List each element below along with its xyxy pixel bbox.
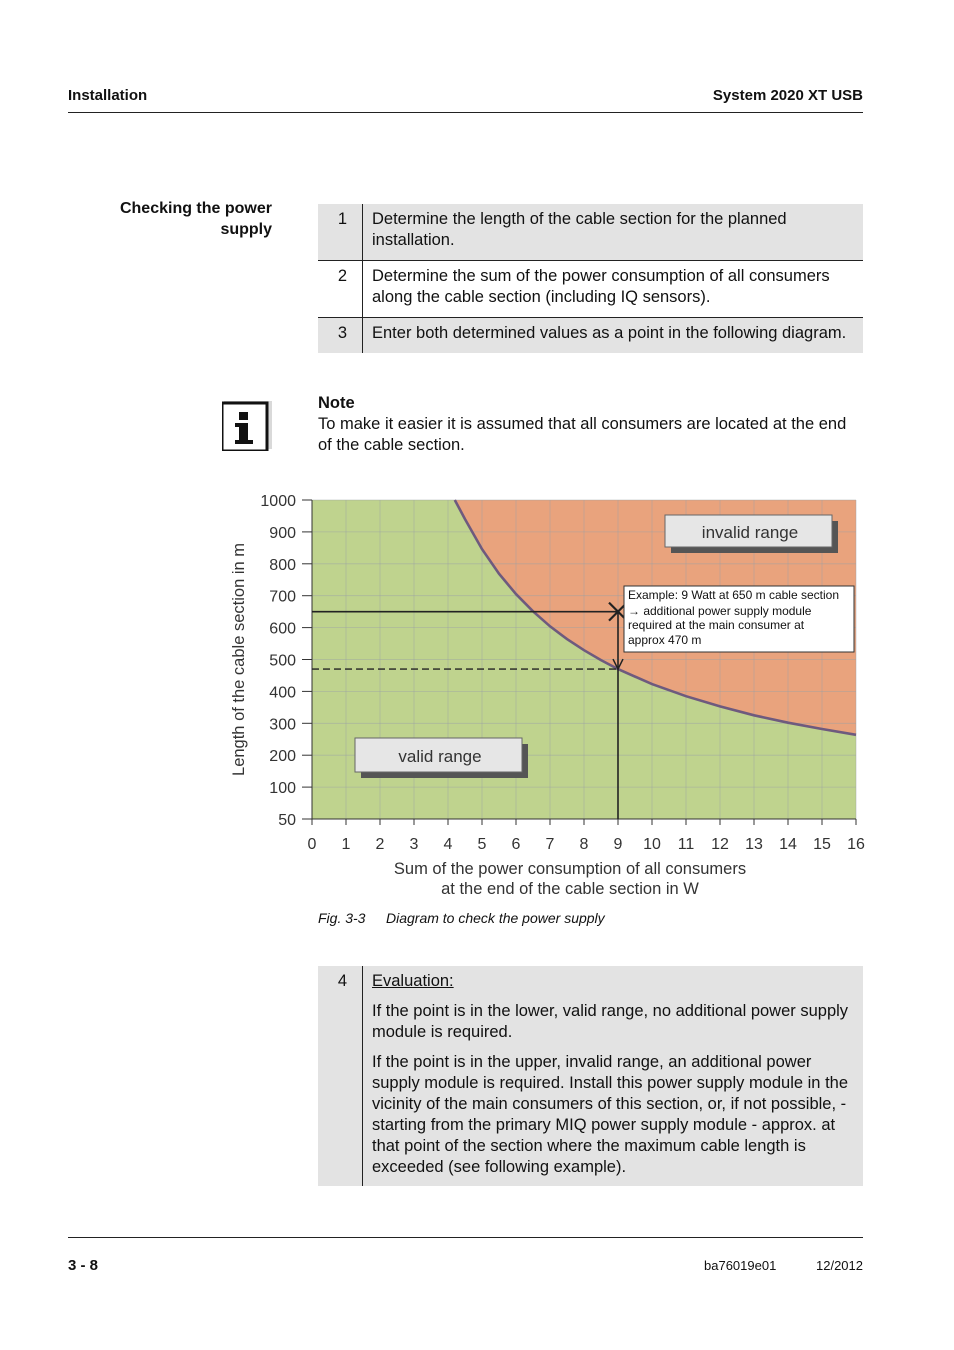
note-text: To make it easier it is assumed that all consumers are located at the end of the cable section. bbox=[318, 415, 847, 454]
evaluation-row bbox=[318, 966, 863, 1186]
y-tick-label: 900 bbox=[269, 524, 296, 542]
y-tick-label: 600 bbox=[269, 620, 296, 638]
example-callout-line2: → additional power supply module bbox=[628, 604, 812, 618]
step-text: Determine the length of the cable section for the planned installation. bbox=[372, 210, 787, 249]
step-row bbox=[318, 317, 863, 353]
x-tick-label: 3 bbox=[409, 836, 419, 853]
evaluation-heading: Evaluation: bbox=[372, 972, 454, 990]
step-text: Determine the sum of the power consumption of all consumers along the cable section (including IQ sensors). bbox=[363, 260, 863, 317]
y-tick-label: 200 bbox=[269, 748, 296, 766]
y-tick-label: 300 bbox=[269, 716, 296, 734]
y-tick-label: 800 bbox=[269, 556, 296, 574]
valid-range-label: valid range bbox=[398, 747, 482, 766]
step-number: 1 bbox=[318, 204, 363, 260]
step-number: 4 bbox=[318, 966, 363, 1186]
x-tick-label: 4 bbox=[443, 836, 453, 853]
note-block bbox=[318, 393, 863, 456]
step-number: 3 bbox=[318, 317, 363, 353]
x-axis-label-line1: Sum of the power consumption of all consumers bbox=[393, 860, 747, 878]
figure-title: Diagram to check the power supply bbox=[386, 910, 605, 926]
document-date: 12/2012 bbox=[816, 1258, 863, 1273]
y-axis-label: Length of the cable section in m bbox=[230, 543, 248, 776]
step-number: 2 bbox=[318, 260, 363, 317]
evaluation-text bbox=[363, 966, 863, 1186]
invalid-range-label: invalid range bbox=[701, 523, 799, 542]
document-code: ba76019e01 bbox=[704, 1258, 777, 1273]
y-tick-label: 500 bbox=[269, 652, 296, 670]
x-tick-label: 6 bbox=[511, 836, 521, 853]
step-row bbox=[318, 260, 863, 317]
example-callout-line4: approx 470 m bbox=[628, 633, 702, 647]
example-callout-line1: Example: 9 Watt at 650 m cable section bbox=[628, 588, 839, 602]
y-tick-label: 400 bbox=[269, 684, 296, 702]
steps-table bbox=[318, 204, 863, 353]
x-tick-label: 9 bbox=[613, 836, 623, 853]
page-number: 3 - 8 bbox=[68, 1257, 99, 1274]
power-supply-chart bbox=[228, 488, 868, 900]
footer-rule bbox=[68, 1237, 863, 1238]
section-title-line1: Checking the power bbox=[119, 200, 272, 217]
x-tick-label: 13 bbox=[745, 836, 763, 853]
info-icon bbox=[222, 401, 272, 451]
x-tick-label: 14 bbox=[779, 836, 797, 853]
evaluation-paragraph-invalid: If the point is in the upper, invalid range, an additional power supply module is required. Install this power supply module in the vicinity of the main consumers of this section, or, if not possible, - starting from the primary MIQ power supply module - approx. at that point of the section where the maximum cable length is exceeded (see following example). bbox=[372, 1053, 849, 1176]
x-tick-label: 12 bbox=[711, 836, 729, 853]
figure-caption bbox=[318, 910, 605, 926]
header-product-title: System 2020 XT USB bbox=[712, 87, 863, 104]
figure-label: Fig. 3-3 bbox=[318, 910, 366, 926]
x-tick-label: 0 bbox=[307, 836, 317, 853]
step-text: Enter both determined values as a point in the following diagram. bbox=[363, 317, 863, 353]
step-row bbox=[318, 204, 863, 260]
x-tick-label: 15 bbox=[813, 836, 831, 853]
header-section-title: Installation bbox=[68, 87, 148, 104]
x-tick-label: 16 bbox=[847, 836, 865, 853]
x-tick-label: 2 bbox=[375, 836, 385, 853]
x-tick-label: 7 bbox=[545, 836, 555, 853]
x-tick-label: 1 bbox=[341, 836, 351, 853]
x-tick-label: 8 bbox=[579, 836, 589, 853]
x-tick-label: 5 bbox=[477, 836, 487, 853]
x-tick-label: 11 bbox=[677, 836, 695, 853]
x-axis-label-line2: at the end of the cable section in W bbox=[441, 880, 699, 898]
header-rule bbox=[68, 112, 863, 113]
section-title bbox=[68, 198, 272, 240]
x-tick-label: 10 bbox=[643, 836, 661, 853]
y-tick-label: 100 bbox=[269, 780, 296, 798]
evaluation-paragraph-valid: If the point is in the lower, valid range, no additional power supply module is required. bbox=[372, 1002, 849, 1041]
section-title-line2: supply bbox=[220, 221, 272, 238]
y-tick-label: 700 bbox=[269, 588, 296, 606]
y-tick-label: 50 bbox=[278, 812, 296, 829]
y-tick-label: 1000 bbox=[260, 493, 296, 510]
note-title: Note bbox=[318, 394, 355, 412]
example-callout-line3: required at the main consumer at bbox=[628, 618, 805, 632]
